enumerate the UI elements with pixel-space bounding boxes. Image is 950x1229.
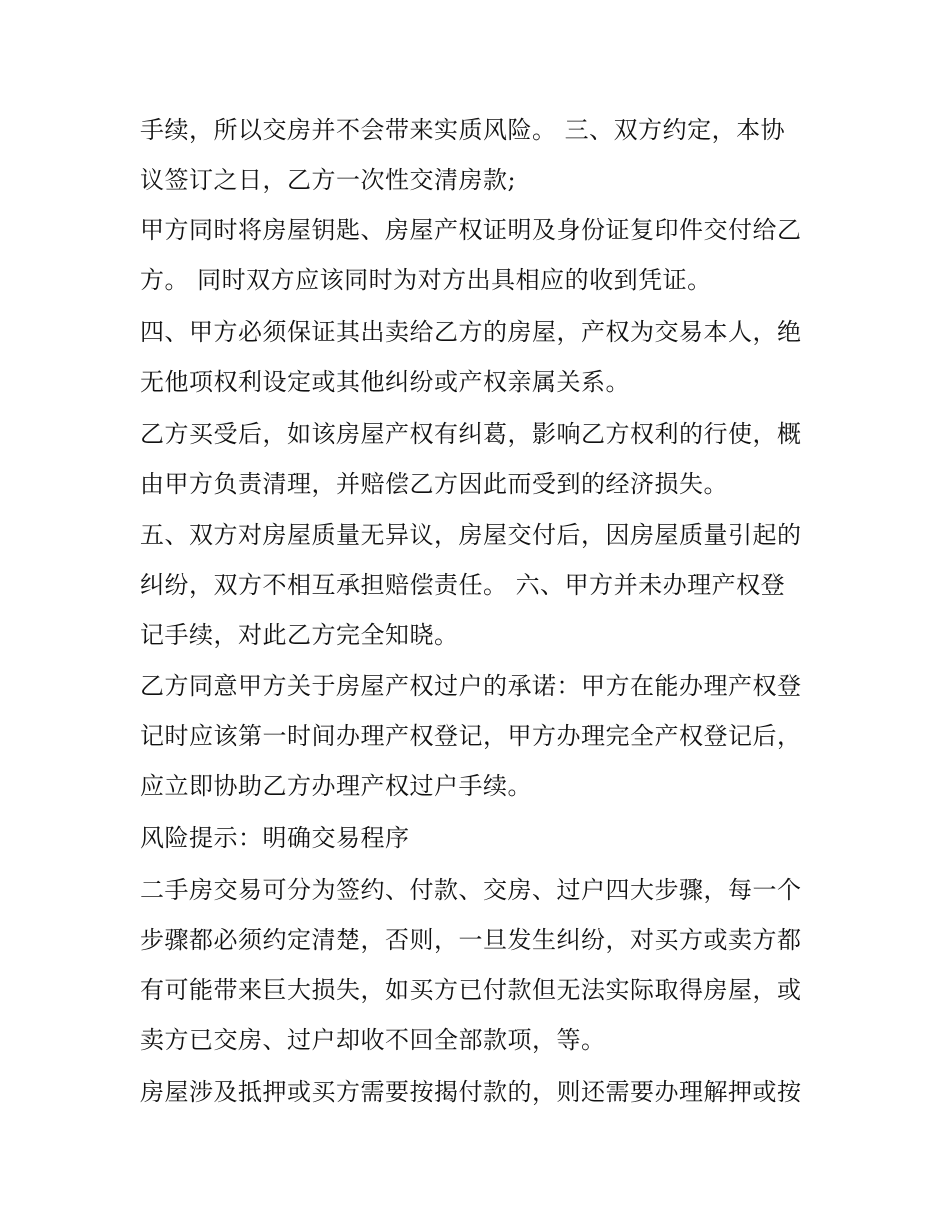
text-line: 议签订之日，乙方一次性交清房款; [140, 166, 517, 194]
paragraph-dispute-liability [140, 409, 820, 509]
paragraph-risk-heading [140, 813, 820, 863]
section-heading: 风险提示：明确交易程序 [140, 824, 410, 852]
text-line: 记手续，对此乙方完全知晓。 [140, 621, 459, 649]
text-line: 卖方已交房、过户却收不回全部款项，等。 [140, 1026, 606, 1054]
text-line: 由甲方负责清理，并赔偿乙方因此而受到的经济损失。 [140, 470, 728, 498]
text-line: 乙方同意甲方关于房屋产权过户的承诺：甲方在能办理产权登 [140, 672, 802, 700]
text-line: 二手房交易可分为签约、付款、交房、过户四大步骤，每一个 [140, 876, 802, 904]
text-line: 五、双方对房屋质量无异议，房屋交付后，因房屋质量引起的 [140, 521, 802, 549]
text-line: 应立即协助乙方办理产权过户手续。 [140, 772, 532, 800]
text-line: 方。 同时双方应该同时为对方出具相应的收到凭证。 [140, 266, 712, 294]
paragraph-key-handover [140, 205, 820, 305]
paragraph-transfer-promise [140, 661, 820, 811]
paragraph-delivery-risk [140, 105, 820, 205]
paragraph-clause-four [140, 307, 820, 407]
paragraph-mortgage [140, 1067, 820, 1117]
text-line: 四、甲方必须保证其出卖给乙方的房屋，产权为交易本人，绝 [140, 318, 802, 346]
text-line: 记时应该第一时间办理产权登记，甲方办理完全产权登记后， [140, 722, 802, 750]
text-line: 纠纷，双方不相互承担赔偿责任。 六、甲方并未办理产权登 [140, 571, 786, 599]
text-line: 有可能带来巨大损失，如买方已付款但无法实际取得房屋，或 [140, 976, 802, 1004]
text-line: 房屋涉及抵押或买方需要按揭付款的，则还需要办理解押或按 [140, 1078, 802, 1106]
text-line: 手续，所以交房并不会带来实质风险。 三、双方约定，本协 [140, 116, 786, 144]
text-line: 无他项权利设定或其他纠纷或产权亲属关系。 [140, 368, 630, 396]
text-line: 乙方买受后，如该房屋产权有纠葛，影响乙方权利的行使，概 [140, 420, 802, 448]
paragraph-transaction-steps [140, 865, 820, 1065]
text-line: 甲方同时将房屋钥匙、房屋产权证明及身份证复印件交付给乙 [140, 216, 802, 244]
paragraph-clause-five-six [140, 510, 820, 660]
text-line: 步骤都必须约定清楚，否则，一旦发生纠纷，对买方或卖方都 [140, 926, 802, 954]
